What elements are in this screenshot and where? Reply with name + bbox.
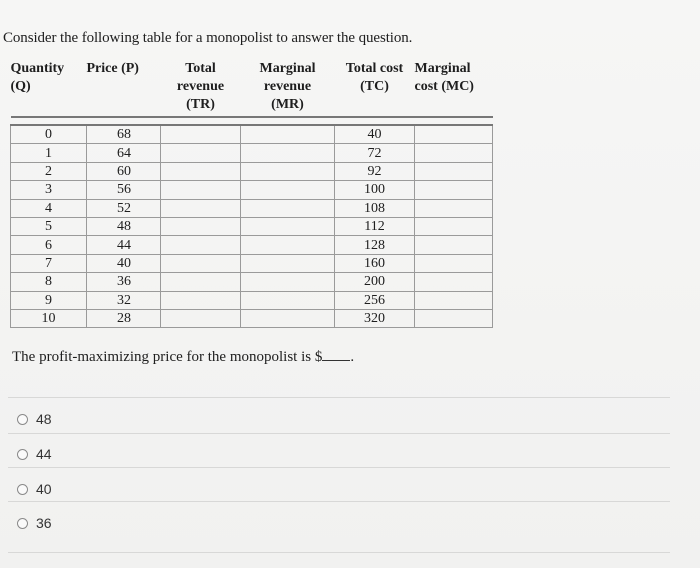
table-row: 5 48 112 xyxy=(11,217,493,235)
table-row: 1 64 72 xyxy=(11,144,493,162)
table-row: 8 36 200 xyxy=(11,273,493,291)
divider xyxy=(8,501,670,502)
divider xyxy=(8,467,670,468)
mc-cell xyxy=(415,254,493,272)
table-row: 10 28 320 xyxy=(11,309,493,327)
monopolist-table xyxy=(10,60,493,328)
header-marginal-revenue: Marginal revenue (MR) xyxy=(241,60,335,117)
mr-cell xyxy=(241,199,335,217)
header-quantity: Quantity (Q) xyxy=(11,60,87,117)
mr-cell xyxy=(241,144,335,162)
header-marginal-cost: Marginal cost (MC) xyxy=(415,60,493,117)
mr-cell xyxy=(241,162,335,180)
tr-cell xyxy=(161,181,241,199)
tr-cell xyxy=(161,217,241,235)
mc-cell xyxy=(415,309,493,327)
divider xyxy=(8,433,670,434)
mc-cell xyxy=(415,125,493,144)
divider xyxy=(8,397,670,398)
table-row: 6 44 128 xyxy=(11,236,493,254)
tr-cell xyxy=(161,273,241,291)
tr-cell xyxy=(161,254,241,272)
table-row: 9 32 256 xyxy=(11,291,493,309)
mr-cell xyxy=(241,181,335,199)
mr-cell xyxy=(241,291,335,309)
radio-button-icon[interactable] xyxy=(17,518,28,529)
answer-option-40[interactable]: 40 xyxy=(17,479,52,499)
mr-cell xyxy=(241,217,335,235)
mr-cell xyxy=(241,125,335,144)
table-row: 0 68 40 xyxy=(11,125,493,144)
table-row: 7 40 160 xyxy=(11,254,493,272)
answer-option-48[interactable]: 48 xyxy=(17,409,52,429)
mr-cell xyxy=(241,309,335,327)
tr-cell xyxy=(161,236,241,254)
mc-cell xyxy=(415,217,493,235)
tr-cell xyxy=(161,199,241,217)
question-prompt xyxy=(12,348,354,366)
mc-cell xyxy=(415,181,493,199)
mc-cell xyxy=(415,162,493,180)
tr-cell xyxy=(161,144,241,162)
header-total-cost: Total cost (TC) xyxy=(335,60,415,117)
mc-cell xyxy=(415,144,493,162)
radio-button-icon[interactable] xyxy=(17,484,28,495)
table-row: 4 52 108 xyxy=(11,199,493,217)
answer-option-36[interactable]: 36 xyxy=(17,513,52,533)
header-total-revenue: Total revenue (TR) xyxy=(161,60,241,117)
mc-cell xyxy=(415,273,493,291)
mc-cell xyxy=(415,291,493,309)
tr-cell xyxy=(161,162,241,180)
radio-button-icon[interactable] xyxy=(17,414,28,425)
tr-cell xyxy=(161,291,241,309)
table-row: 2 60 92 xyxy=(11,162,493,180)
prompt-end: . xyxy=(350,349,355,365)
table-header-row xyxy=(11,60,493,117)
mc-cell xyxy=(415,236,493,254)
prompt-text: The profit-maximizing price for the monopolist is $ xyxy=(12,349,323,365)
answer-option-44[interactable]: 44 xyxy=(17,444,52,464)
mr-cell xyxy=(241,273,335,291)
tr-cell xyxy=(161,309,241,327)
mr-cell xyxy=(241,254,335,272)
mr-cell xyxy=(241,236,335,254)
divider xyxy=(8,552,670,553)
radio-button-icon[interactable] xyxy=(17,449,28,460)
answer-blank xyxy=(322,348,350,361)
header-price: Price (P) xyxy=(87,60,161,117)
table-row: 3 56 100 xyxy=(11,181,493,199)
mc-cell xyxy=(415,199,493,217)
tr-cell xyxy=(161,125,241,144)
question-intro: Consider the following table for a monopolist to answer the question. xyxy=(3,30,413,46)
header-spacer xyxy=(11,117,493,125)
